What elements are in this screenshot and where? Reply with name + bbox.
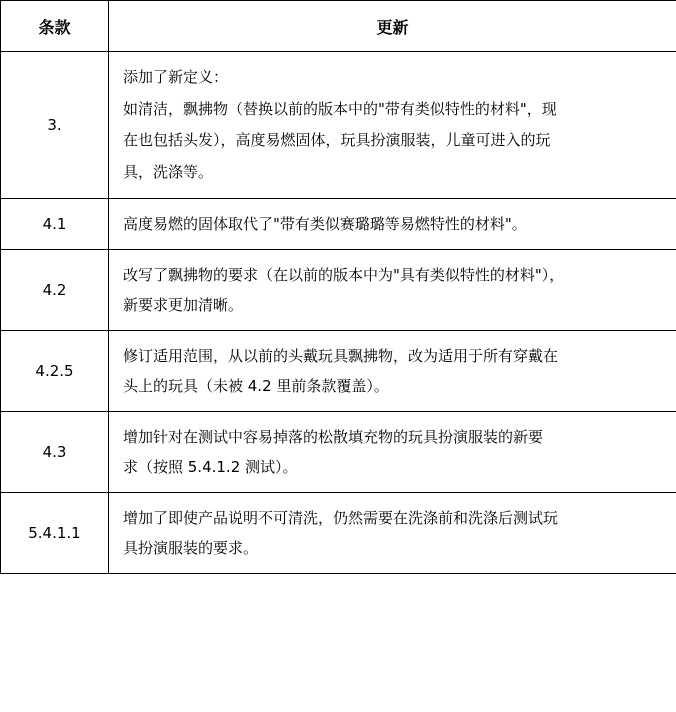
update-line: 增加了即使产品说明不可清洗，仍然需要在洗涤前和洗涤后测试玩 — [123, 509, 559, 527]
update-line: 具扮演服装的要求。 — [123, 539, 259, 557]
update-line: 添加了新定义： — [123, 68, 229, 86]
update-line: 如清洁，飘拂物（替换以前的版本中的"带有类似特性的材料"，现 — [123, 99, 557, 118]
update-line: 头上的玩具（未被 4.2 里前条款覆盖）。 — [123, 377, 389, 395]
update-line: 新要求更加清晰。 — [123, 296, 244, 314]
update-description — [109, 331, 676, 412]
clause-number: 3. — [1, 52, 109, 199]
table-row — [1, 412, 676, 493]
update-line: 改写了飘拂物的要求（在以前的版本中为"具有类似特性的材料"）， — [123, 266, 565, 284]
update-description — [109, 493, 676, 574]
clause-number: 4.1 — [1, 199, 109, 250]
update-description — [109, 52, 676, 199]
update-description — [109, 199, 676, 250]
clause-number: 4.2 — [1, 250, 109, 331]
update-line: 求（按照 5.4.1.2 测试）。 — [123, 458, 298, 476]
clause-number: 4.2.5 — [1, 331, 109, 412]
update-description — [109, 250, 676, 331]
update-line: 增加针对在测试中容易掉落的松散填充物的玩具扮演服装的新要 — [123, 428, 544, 446]
table-row — [1, 199, 676, 250]
table-row — [1, 250, 676, 331]
column-header-update: 更新 — [109, 1, 676, 52]
table-row — [1, 331, 676, 412]
clause-number: 4.3 — [1, 412, 109, 493]
update-line: 修订适用范围，从以前的头戴玩具飘拂物，改为适用于所有穿戴在 — [123, 347, 559, 365]
update-description — [109, 412, 676, 493]
clause-number: 5.4.1.1 — [1, 493, 109, 574]
update-line: 在也包括头发），高度易燃固体，玩具扮演服装，儿童可进入的玩 — [123, 131, 551, 149]
table-row — [1, 493, 676, 574]
column-header-clause: 条款 — [1, 1, 109, 52]
table-header-row — [1, 1, 676, 52]
update-line: 具，洗涤等。 — [123, 162, 214, 181]
update-line: 高度易燃的固体取代了"带有类似赛璐璐等易燃特性的材料"。 — [123, 215, 527, 233]
table-row — [1, 52, 676, 199]
